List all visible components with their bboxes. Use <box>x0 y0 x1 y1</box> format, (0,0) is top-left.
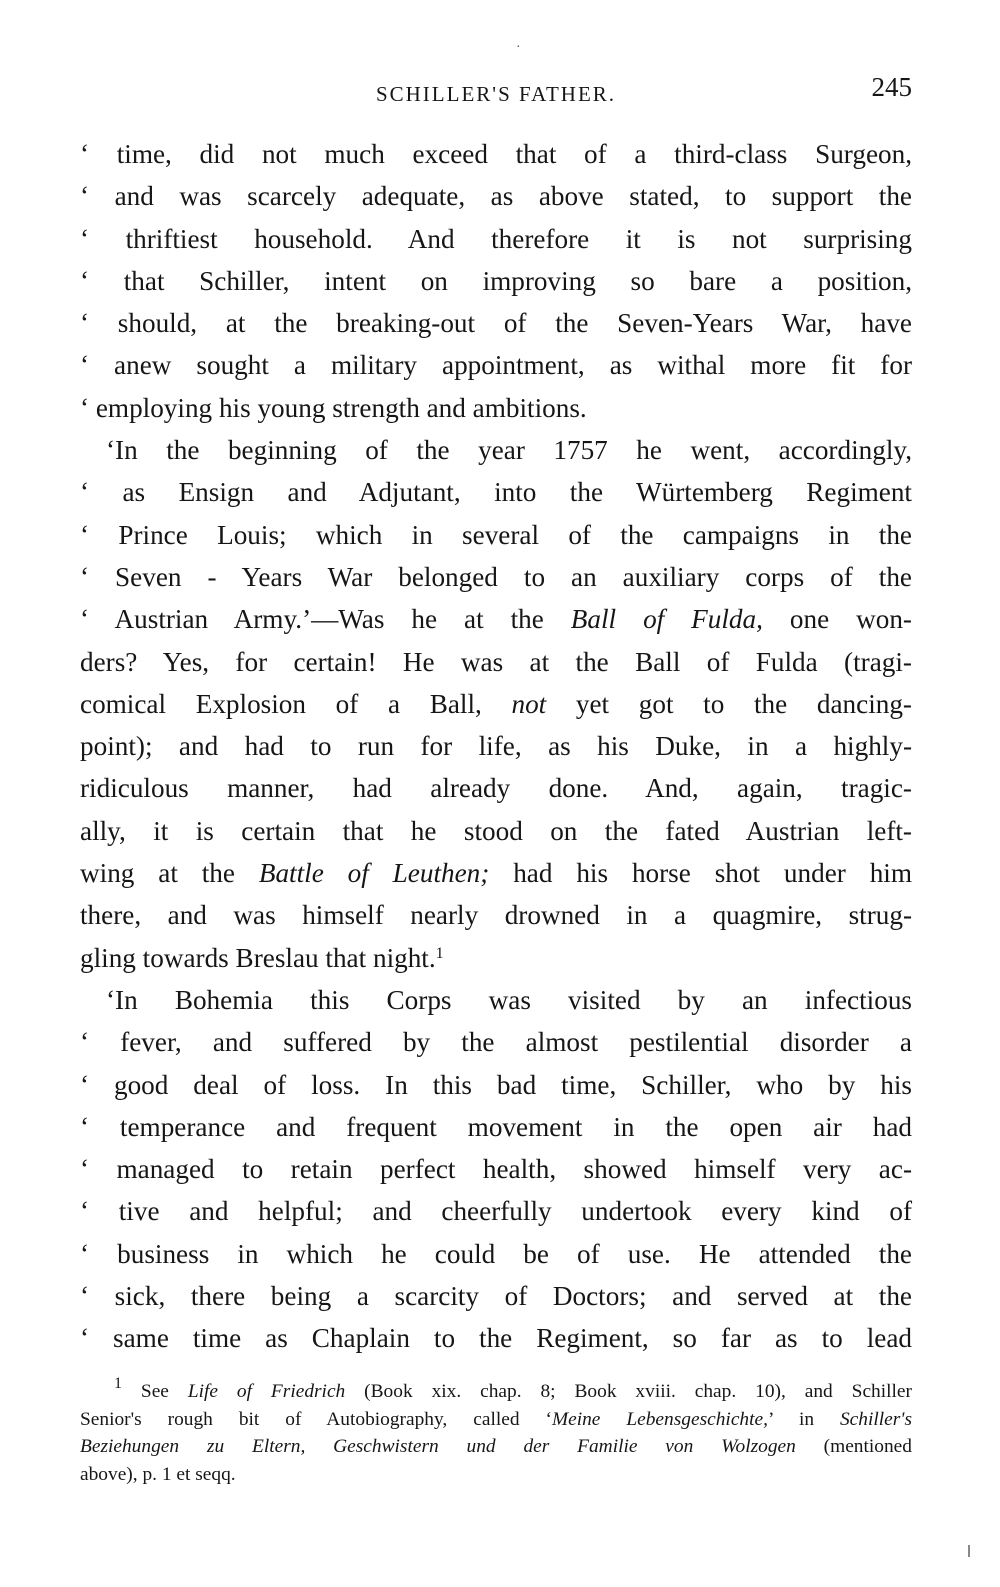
italic-title: Schiller's <box>839 1408 912 1430</box>
text-line: ‘In the beginning of the year 1757 he went, accordingly, <box>106 435 912 466</box>
text-run: gling towards Breslau that night. <box>80 942 436 973</box>
text-line: ‘ should, at the breaking-out of the Seven-Years War, have <box>80 308 912 339</box>
text-run: (mentioned <box>795 1436 912 1457</box>
text-run: one won- <box>762 604 912 635</box>
text-run: See <box>122 1381 188 1402</box>
text-line: ‘ as Ensign and Adjutant, into the Würtemberg Regiment <box>80 477 912 508</box>
text-line: ‘ time, did not much exceed that of a third-class Surgeon, <box>80 139 912 169</box>
text-line: ‘ anew sought a military appointment, as withal more fit for <box>80 350 912 381</box>
footnote-line: above), p. 1 et seqq. <box>80 1463 236 1485</box>
footnote-line <box>80 1433 912 1461</box>
italic-word: not <box>511 688 547 719</box>
text-line <box>80 937 912 979</box>
text-line <box>80 598 912 640</box>
text-line: ‘In Bohemia this Corps was visited by an infectious <box>106 984 912 1015</box>
text-line: ‘ that Schiller, intent on improving so bare a position, <box>80 265 912 296</box>
page-number: 245 <box>871 72 912 102</box>
text-line: ‘ same time as Chaplain to the Regiment, so far as to lead <box>80 1323 912 1354</box>
text-line: ‘ managed to retain perfect health, showed himself very ac- <box>80 1154 912 1185</box>
text-run: ’ in <box>767 1408 840 1430</box>
footnote-reference[interactable]: 1 <box>435 944 444 962</box>
text-line: ‘ Prince Louis; which in several of the campaigns in the <box>80 519 912 550</box>
running-head: SCHILLER'S FATHER. <box>375 82 617 106</box>
text-line: ridiculous manner, had already done. And, again, tragic- <box>80 773 912 804</box>
text-run: had his horse shot under him <box>489 858 912 889</box>
footnote-marker: 1 <box>114 1375 122 1392</box>
footnote-line <box>80 1406 912 1434</box>
page-header <box>80 72 912 112</box>
text-line: ‘ business in which he could be of use. He attended the <box>80 1238 912 1269</box>
text-run: comical Explosion of a Ball, <box>80 688 512 719</box>
text-line <box>80 683 912 725</box>
text-line: ally, it is certain that he stood on the fated Austrian left- <box>80 815 912 846</box>
text-line: ‘ thriftiest household. And therefore it is not surprising <box>80 223 912 254</box>
text-run: wing at the <box>80 858 259 889</box>
print-speck: · <box>516 40 521 55</box>
italic-title: Beziehungen zu Eltern, Geschwistern und der Familie von Wolzogen <box>80 1436 796 1457</box>
text-run: Senior's rough bit of Autobiography, called ‘ <box>80 1408 552 1430</box>
footnote-line <box>80 1375 912 1406</box>
page-edge-mark <box>968 1545 970 1557</box>
text-line: ders? Yes, for certain! He was at the Ball of Fulda (tragi- <box>80 646 912 677</box>
text-line: ‘ and was scarcely adequate, as above stated, to support the <box>80 181 912 212</box>
text-run: ‘ Austrian Army.’—Was he at the <box>80 604 571 635</box>
text-run: yet got to the dancing- <box>546 688 912 719</box>
footnote-block <box>80 1375 912 1488</box>
text-line: ‘ employing his young strength and ambitions. <box>80 392 587 423</box>
italic-title: Ball of Fulda, <box>570 604 763 635</box>
italic-title: Life of Friedrich <box>187 1381 346 1402</box>
italic-title: Meine Lebensgeschichte, <box>551 1408 768 1430</box>
text-line: ‘ sick, there being a scarcity of Doctors; and served at the <box>80 1281 912 1312</box>
main-text <box>80 133 912 1360</box>
text-line: there, and was himself nearly drowned in a quagmire, strug- <box>80 900 912 931</box>
italic-title: Battle of Leuthen; <box>258 858 490 889</box>
text-line: ‘ fever, and suffered by the almost pestilential disorder a <box>80 1027 912 1058</box>
text-line: ‘ temperance and frequent movement in the open air had <box>80 1111 912 1142</box>
text-run: (Book xix. chap. 8; Book xviii. chap. 10), and Schiller <box>345 1381 912 1402</box>
text-line <box>80 852 912 894</box>
text-line: ‘ Seven - Years War belonged to an auxiliary corps of the <box>80 561 912 592</box>
text-line: ‘ good deal of loss. In this bad time, Schiller, who by his <box>80 1069 912 1100</box>
text-line: point); and had to run for life, as his Duke, in a highly- <box>80 731 912 762</box>
text-line: ‘ tive and helpful; and cheerfully undertook every kind of <box>80 1196 912 1227</box>
